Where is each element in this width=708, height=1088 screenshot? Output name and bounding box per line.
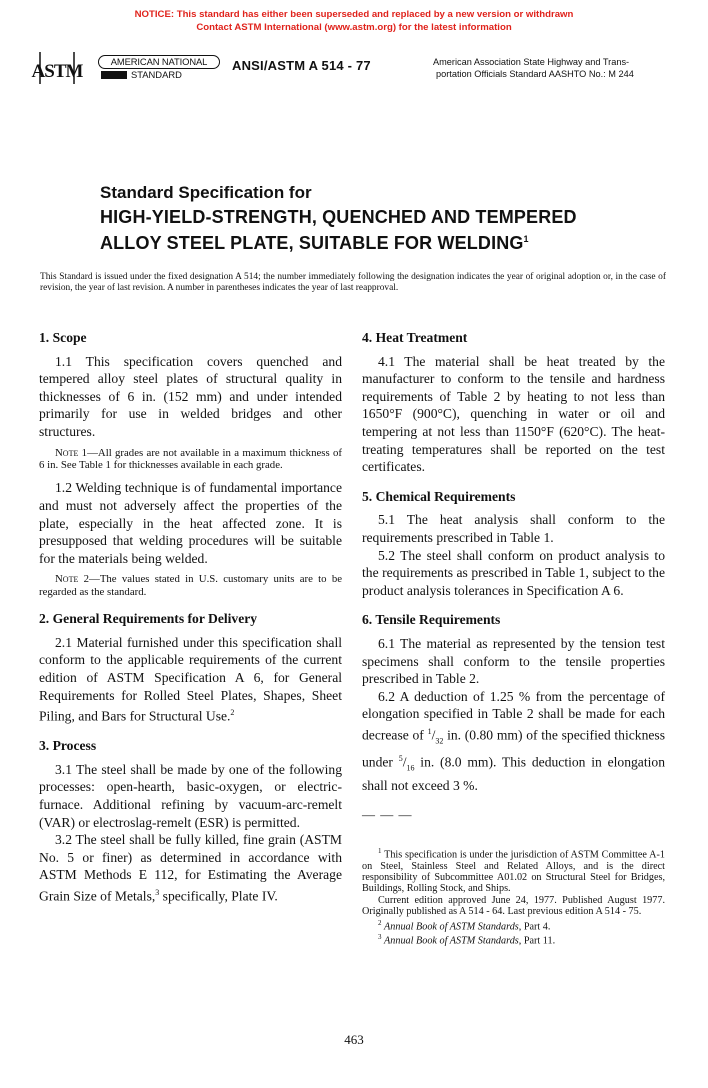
- section-1-1: 1.1 This specification covers quenched and tempered alloy steel plates of structural quality in thicknesses of 6 in. (152 mm) and under intended primarily for use in welded bridges and other structures.: [39, 353, 342, 439]
- note-1-text: —All grades are not available in a maximum thickness of 6 in. See Table 1 for thicknesses available in each grade.: [39, 446, 343, 471]
- notice-line-2: Contact ASTM International (www.astm.org) for the latest information: [196, 21, 512, 33]
- section-2-1-text: 2.1 Material furnished under this specification shall conform to the applicable requirements of the current edition of ASTM Specification A 6, for General Requirements for Rolled Steel Plates, Shapes, Sheet Piling, and Bars for Structural Use.: [39, 634, 342, 724]
- footnote-3: [362, 932, 665, 947]
- section-6-1: 6.1 The material as represented by the tension test specimens shall conform to the tensile properties prescribed in Table 2.: [362, 635, 665, 687]
- right-column: [362, 329, 665, 947]
- left-column: [39, 329, 342, 905]
- astm-logo-text: ASTM: [31, 61, 83, 82]
- footnote-2-tail: , Part 4.: [518, 920, 551, 932]
- aashto-line-1: American Association State Highway and Trans-: [433, 57, 630, 67]
- section-5-heading: 5. Chemical Requirements: [362, 488, 516, 504]
- title-line-2-text: ALLOY STEEL PLATE, SUITABLE FOR WELDING: [100, 233, 524, 253]
- footnote-3-text: Annual Book of ASTM Standards: [384, 935, 519, 947]
- aashto-line-2: portation Officials Standard AASHTO No.: M 244: [436, 68, 634, 79]
- ansi-badge-top: AMERICAN NATIONAL: [98, 55, 220, 69]
- footnote-1-ref: 1: [378, 846, 382, 855]
- section-6-2-b: in. (0.80 mm) of the specified thickness under: [362, 727, 665, 770]
- ansi-badge-bar: [101, 71, 127, 79]
- title-line-2: [100, 233, 529, 254]
- designation-intro: This Standard is issued under the fixed designation A 514; the number immediately following the designation indicates the year of original adoption or, in the case of revision, the year of last revision. A number in parentheses indicates the year of last reapproval.: [40, 272, 666, 294]
- fraction-1-num: 1: [427, 726, 432, 736]
- ansi-badge: [98, 55, 222, 81]
- footnote-2: [362, 918, 665, 933]
- section-3-2-text: 3.2 The steel shall be fully killed, fine grain (ASTM No. 5 or finer) as determined in accordance with ASTM Methods E 112, for Estimating the Average Grain Size of Metals,: [39, 832, 342, 904]
- astm-logo-icon: [31, 48, 83, 88]
- footnote-1-edition: Current edition approved June 24, 1977. Published August 1977. Originally published as A 514 - 64. Last previous edition A 514 - 75.: [362, 894, 665, 918]
- footnote-ref-2: 2: [230, 708, 235, 718]
- section-3-1: 3.1 The steel shall be made by one of the following processes: open-hearth, basic-oxygen, or electric-furnace. Additional refining by vacuum-arc-remelt (VAR) or electroslag-remelt (ESR) is permitted.: [39, 761, 342, 830]
- footnote-separator: — — —: [362, 807, 413, 823]
- section-4-heading: 4. Heat Treatment: [362, 330, 468, 345]
- section-6-2-a: 6.2 A deduction of 1.25 % from the percentage of elongation specified in Table 2 shall be made for each decrease of: [362, 688, 665, 743]
- fraction-2-den: 16: [406, 762, 415, 772]
- note-1: [39, 447, 342, 472]
- section-3-2-tail: specifically, Plate IV.: [159, 888, 278, 904]
- note-2-text: —The values stated in U.S. customary units are to be regarded as the standard.: [39, 573, 343, 598]
- note-2-label: Note 2: [55, 573, 90, 586]
- withdrawal-notice: [0, 9, 708, 34]
- section-5-1: 5.1 The heat analysis shall conform to the requirements prescribed in Table 1.: [362, 512, 665, 545]
- title-line-1: HIGH-YIELD-STRENGTH, QUENCHED AND TEMPERED: [100, 207, 577, 227]
- section-6-heading: 6. Tensile Requirements: [362, 612, 501, 628]
- section-3-2: [39, 831, 342, 905]
- title-prefix: Standard Specification for: [100, 183, 312, 202]
- designation: ANSI/ASTM A 514 - 77: [232, 58, 371, 73]
- aashto-reference: [433, 57, 678, 80]
- note-1-label: Note 1: [55, 446, 88, 459]
- notice-line-1: NOTICE: This standard has either been superseded and replaced by a new version or withdrawn: [134, 9, 574, 20]
- section-5-2: 5.2 The steel shall conform on product analysis to the requirements as prescribed in Table 1, subject to the product analysis tolerances in Specification A 6.: [362, 547, 665, 598]
- footnote-ref-3: 3: [155, 888, 160, 897]
- footnote-2-ref: 2: [378, 918, 382, 927]
- page-number: 463: [344, 1032, 364, 1047]
- footnote-2-text: Annual Book of ASTM Standards: [384, 920, 519, 932]
- footnote-1-text: This specification is under the jurisdiction of ASTM Committee A-1 on Steel, Stainless Steel and Related Alloys, and is the direct responsibility of Subcommittee A01.02 on Structural Steel for Bridges, Buildings, Rolling Stock, and Ships.: [362, 849, 665, 895]
- note-2: [39, 573, 342, 598]
- footnote-3-tail: , Part 11.: [518, 935, 556, 947]
- section-1-heading: 1. Scope: [39, 330, 87, 345]
- fraction-1-den: 32: [435, 736, 444, 746]
- footnote-3-ref: 3: [378, 933, 382, 942]
- fraction-2-num: 5: [398, 753, 403, 763]
- section-2-1: [39, 634, 342, 726]
- section-4-1: 4.1 The material shall be heat treated by the manufacturer to conform to the tensile and hardness requirements of Table 2 by heating to not less than 1650°F (900°C), quenching in water or oil and tempering at not less than 1150°F (620°C). The heat-treating temperatures shall be reported on the test certificates.: [362, 353, 665, 475]
- footnote-1: [362, 846, 665, 895]
- section-1-2: 1.2 Welding technique is of fundamental importance and must not adversely affect the properties of the plate, especially in the heat affected zone. It is presupposed that welding procedures will be suitable for the materials being welded.: [39, 480, 342, 566]
- section-2-heading: 2. General Requirements for Delivery: [39, 611, 258, 627]
- section-3-heading: 3. Process: [39, 738, 97, 754]
- section-6-2-c: in. (8.0 mm). This deduction in elongation shall not exceed 3 %.: [362, 754, 665, 793]
- ansi-badge-bottom: STANDARD: [131, 69, 182, 80]
- section-6-2: 6.2 A deduction of 1.25 % from the percentage of elongation specified in Table 2 shall be made for each decrease of $^1/_{32}$ in. (0.80 mm) of the specified thickness under $^5/_{16}$ in. (8.0 mm). This deduction in elongation shall not exceed 3 %.: [362, 688, 665, 793]
- title-footnote-ref: 1: [523, 234, 529, 244]
